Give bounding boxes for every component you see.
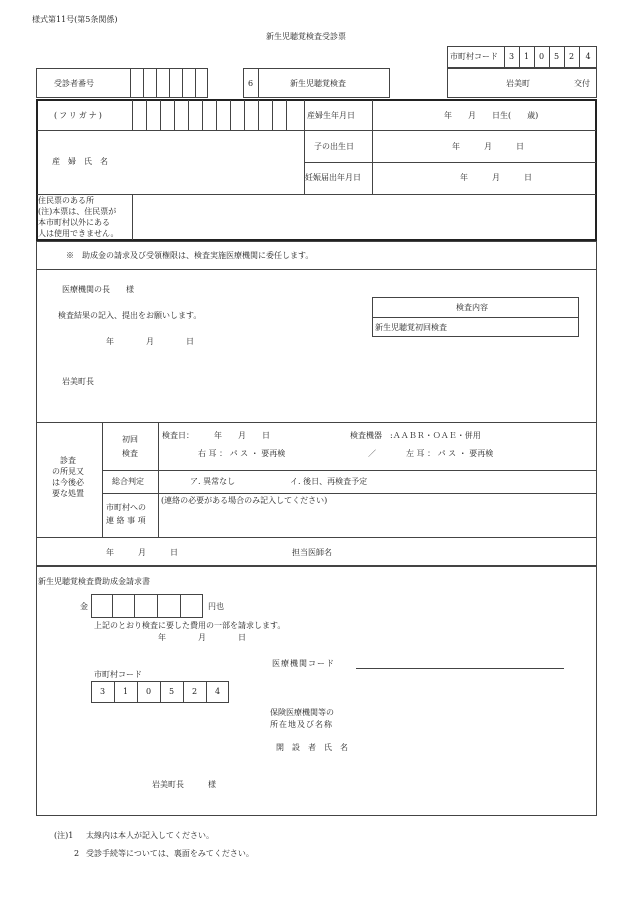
form-number: 様式第11号(第5条関係) <box>32 15 118 24</box>
issuing-town: 岩美町 <box>506 79 530 88</box>
exam-number-prefix: 6 <box>248 79 254 88</box>
note-2: 受診手続等については、裏面をみてください。 <box>86 849 254 858</box>
pregnancy-report-label: 妊娠届出年月日 <box>305 173 361 182</box>
address-note-line: 本市町村以外にある <box>38 218 110 227</box>
note-1: 太線内は本人が記入してください。 <box>86 831 214 840</box>
municipal-code-digit: 1 <box>523 52 530 61</box>
claim-municipal-code-label: 市町村コード <box>94 670 142 679</box>
institution-code-label: 医療機関コード <box>272 659 335 668</box>
applicant-section <box>36 99 597 241</box>
claim-title: 新生児聴覚検査費助成金請求書 <box>38 577 150 586</box>
founder-label: 開 設 者 氏 名 <box>276 743 348 752</box>
address-note-line: 人は使用できません。 <box>38 229 119 238</box>
issued-label: 交付 <box>574 79 590 88</box>
address-note-line: (注)本票は、住民票が <box>38 207 117 216</box>
mayor: 岩美町長 <box>62 377 94 386</box>
findings-label-line: は今後必 <box>52 478 84 487</box>
municipal-code-digit: 0 <box>538 52 545 61</box>
claim-code-digit: 2 <box>191 687 198 696</box>
claim-code-digit: 5 <box>168 687 175 696</box>
exam-device[interactable]: 検査機器 :ＡＡＢＲ・ＯＡＥ・併用 <box>350 431 481 440</box>
furigana-label: (フリガナ) <box>54 111 104 120</box>
claim-code-digit: 3 <box>99 687 106 696</box>
pregnancy-report-value[interactable]: 年 月 日 <box>460 173 532 182</box>
notes-prefix: (注)1 <box>54 831 74 840</box>
ear-separator: ／ <box>368 449 376 458</box>
page-title: 新生児聴覚検査受診票 <box>266 32 346 41</box>
claim-code-digit: 4 <box>214 687 221 696</box>
claim-text: 上記のとおり検査に要した費用の一部を請求します。 <box>94 621 286 630</box>
to-institution: 医療機関の長 様 <box>62 285 134 294</box>
overall-normal[interactable]: ア. 異常なし <box>190 477 236 486</box>
doctor-label: 担当医師名 <box>292 548 332 557</box>
delegation-note: ※ 助成金の請求及び受領権限は、検査実施医療機関に委任します。 <box>66 251 314 260</box>
overall-reexam[interactable]: イ. 後日、再検査予定 <box>290 477 368 486</box>
overall-label: 総合判定 <box>112 477 144 486</box>
claim-addressee: 岩美町長 様 <box>152 780 216 789</box>
request-text: 検査結果の記入、提出をお願いします。 <box>58 311 202 320</box>
child-dob-label: 子の出生日 <box>314 142 354 151</box>
right-ear-result[interactable]: 右 耳 ： パ ス ・ 要再検 <box>198 449 286 458</box>
municipal-code-label: 市町村コード <box>450 52 498 61</box>
claim-code-digit: 0 <box>145 687 152 696</box>
findings-label-line: 診査 <box>60 456 76 465</box>
child-dob-value[interactable]: 年 月 日 <box>452 142 524 151</box>
municipal-code-digit: 2 <box>568 52 575 61</box>
initial-exam-label: 検査 <box>122 449 138 458</box>
left-ear-result[interactable]: 左 耳 ： パ ス ・ 要再検 <box>406 449 494 458</box>
exam-content-value: 新生児聴覚初回検査 <box>375 323 447 332</box>
exam-date[interactable]: 検査日： 年 月 日 <box>162 431 270 440</box>
claim-date[interactable]: 年 月 日 <box>158 633 246 642</box>
institution-address-label: 保険医療機関等の <box>270 708 334 717</box>
examinee-number-label: 受診者番号 <box>54 79 94 88</box>
municipal-code-digit: 4 <box>585 52 591 61</box>
exam-type: 新生児聴覚検査 <box>290 79 346 88</box>
exam-content-header: 検査内容 <box>456 303 488 312</box>
initial-exam-label: 初回 <box>122 435 138 444</box>
amount-unit: 円也 <box>208 602 224 611</box>
municipal-code-digit: 5 <box>553 52 560 61</box>
address-label: 住民票のある所 <box>38 196 94 205</box>
findings-label-line: 要な処置 <box>52 489 84 498</box>
claim-code-digit: 1 <box>122 687 129 696</box>
amount-field[interactable] <box>91 594 203 618</box>
sign-date[interactable]: 年 月 日 <box>106 548 178 557</box>
contact-note[interactable]: (連絡の必要がある場合のみ記入してください) <box>161 496 328 505</box>
mother-dob-value[interactable]: 年 月 日生( 歳) <box>444 111 539 120</box>
contact-label: 市町村への <box>106 503 146 512</box>
request-date: 年 月 日 <box>106 337 194 346</box>
mother-dob-label: 産婦生年月日 <box>307 111 355 120</box>
contact-label: 連 絡 事 項 <box>106 516 146 525</box>
notes-num-2: 2 <box>74 849 80 858</box>
amount-label: 金 <box>80 602 88 611</box>
municipal-code-digit: 3 <box>508 52 515 61</box>
institution-address-label: 所在地及び名称 <box>270 720 333 729</box>
findings-label-line: の所見又 <box>52 467 84 476</box>
institution-code-line[interactable] <box>356 668 564 669</box>
mother-name-label: 産 婦 氏 名 <box>52 157 108 166</box>
